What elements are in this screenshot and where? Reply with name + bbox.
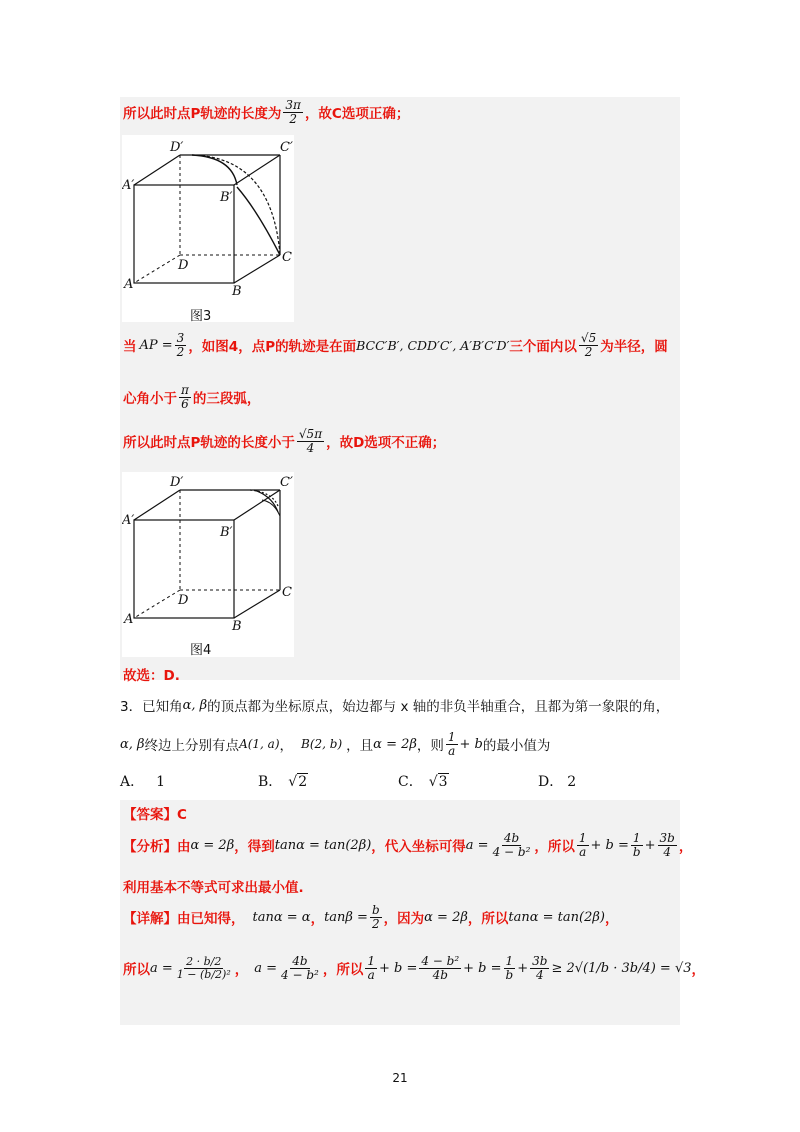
solution-analysis-line2: 利用基本不等式可求出最小值. [123,880,304,896]
cube-diagram-4 [122,472,294,657]
sec1-line1: 所以此时点P轨迹的长度为 $\frac{3\pi}{2}$ ，故C选项正确； [123,98,410,126]
option-c: C． √3 [398,774,448,790]
label4-Ap: A′ [122,513,135,528]
label4-Bp: B′ [220,525,233,540]
label4-D: D [178,593,189,608]
solution-detail-line1: 【详解】由已知得， tanα = α ， tanβ = $\frac{b}{2}$ ，因为 α = 2β ，所以 tanα = tan(2β) ， [123,903,619,931]
option-d: D． 2 [538,774,577,790]
figure-4-caption: 图4 [190,643,212,658]
label-C: C [282,250,292,265]
figure-3-caption: 图3 [190,309,212,324]
sec1-line2: 当 AP = $\frac{3}{2}$ ，如图4，点P的轨迹是在面 BCC′B′, CDD′C′, A′B′C′D′ 三个面内以 $\frac{√5}{2}$ 为半径，圆 [123,331,668,359]
fraction-pi-6: $\frac{\pi}{6}$ [181,383,189,411]
fraction-sqrt5-2: $\frac{√5}{2}$ [580,331,597,359]
fraction-3-2: $\frac{3}{2}$ [176,331,185,359]
label4-Dp: D′ [170,475,184,490]
label-B: B [232,284,242,299]
fraction-1-a: $\frac{1}{a}$ [447,730,456,758]
label4-C: C [282,585,292,600]
q3-line1: 3． 已知角 α, β 的顶点都为坐标原点，始边都与 x 轴的非负半轴重合，且都为第一象限的角， [120,697,670,715]
q3-line2: α, β 终边上分别有点 A(1, a) ， B(2, b) ，且 α = 2β ，则 $\frac{1}{a}$ + b 的最小值为 [120,730,551,758]
fraction-3pi-2: $\frac{3\pi}{2}$ [285,98,301,126]
figure-4 [122,472,294,657]
sec1-line4: 所以此时点P轨迹的长度小于 $\frac{√5\pi}{4}$ ，故D选项不正确； [123,427,446,455]
solution-answer: 【答案】C [123,807,187,823]
label-Ap: A′ [122,178,135,193]
label-Dp: D′ [170,140,184,155]
label-Bp: B′ [220,190,233,205]
fraction-sqrt5pi-4: $\frac{√5\pi}{4}$ [298,427,323,455]
sec1-line3: 心角小于 $\frac{\pi}{6}$ 的三段弧， [123,383,261,411]
label4-B: B [232,619,242,634]
cube-diagram-3 [122,135,294,322]
figure-3 [122,135,294,322]
label-D: D [178,258,189,273]
answer-choice-line: 故选：D. [123,668,180,684]
label4-Cp: C′ [280,475,293,490]
option-a: A． 1 [120,774,166,790]
label-A: A [124,277,134,292]
solution-detail-line2: 所以 a = $\frac{2 \cdot b/2}{\text{1 − (b/2)²}}$ ， a = $\frac{4b}{\text{4 − b²}}$ ，所以 $\frac{1}{a}$ + b = $\frac{\text{4 − b²}}{4b}$ + b = $\frac{1}{b}$ + $\frac{3b}{4}$ ≥ 2√(1/b · 3b/4) = √3 ， [123,954,706,982]
page-number: 21 [392,1071,408,1085]
option-b: B． √2 [258,774,308,790]
label-Cp: C′ [280,140,293,155]
solution-analysis-line1: 【分析】由 α = 2β ，得到 tanα = tan(2β) ，代入坐标可得 a = $\frac{4b}{\text{4 − b²}}$ ，所以 $\frac{1}{a}$ + b = $\frac{1}{b}$ + $\frac{3b}{4}$ ， [123,831,693,859]
label4-A: A [124,612,134,627]
